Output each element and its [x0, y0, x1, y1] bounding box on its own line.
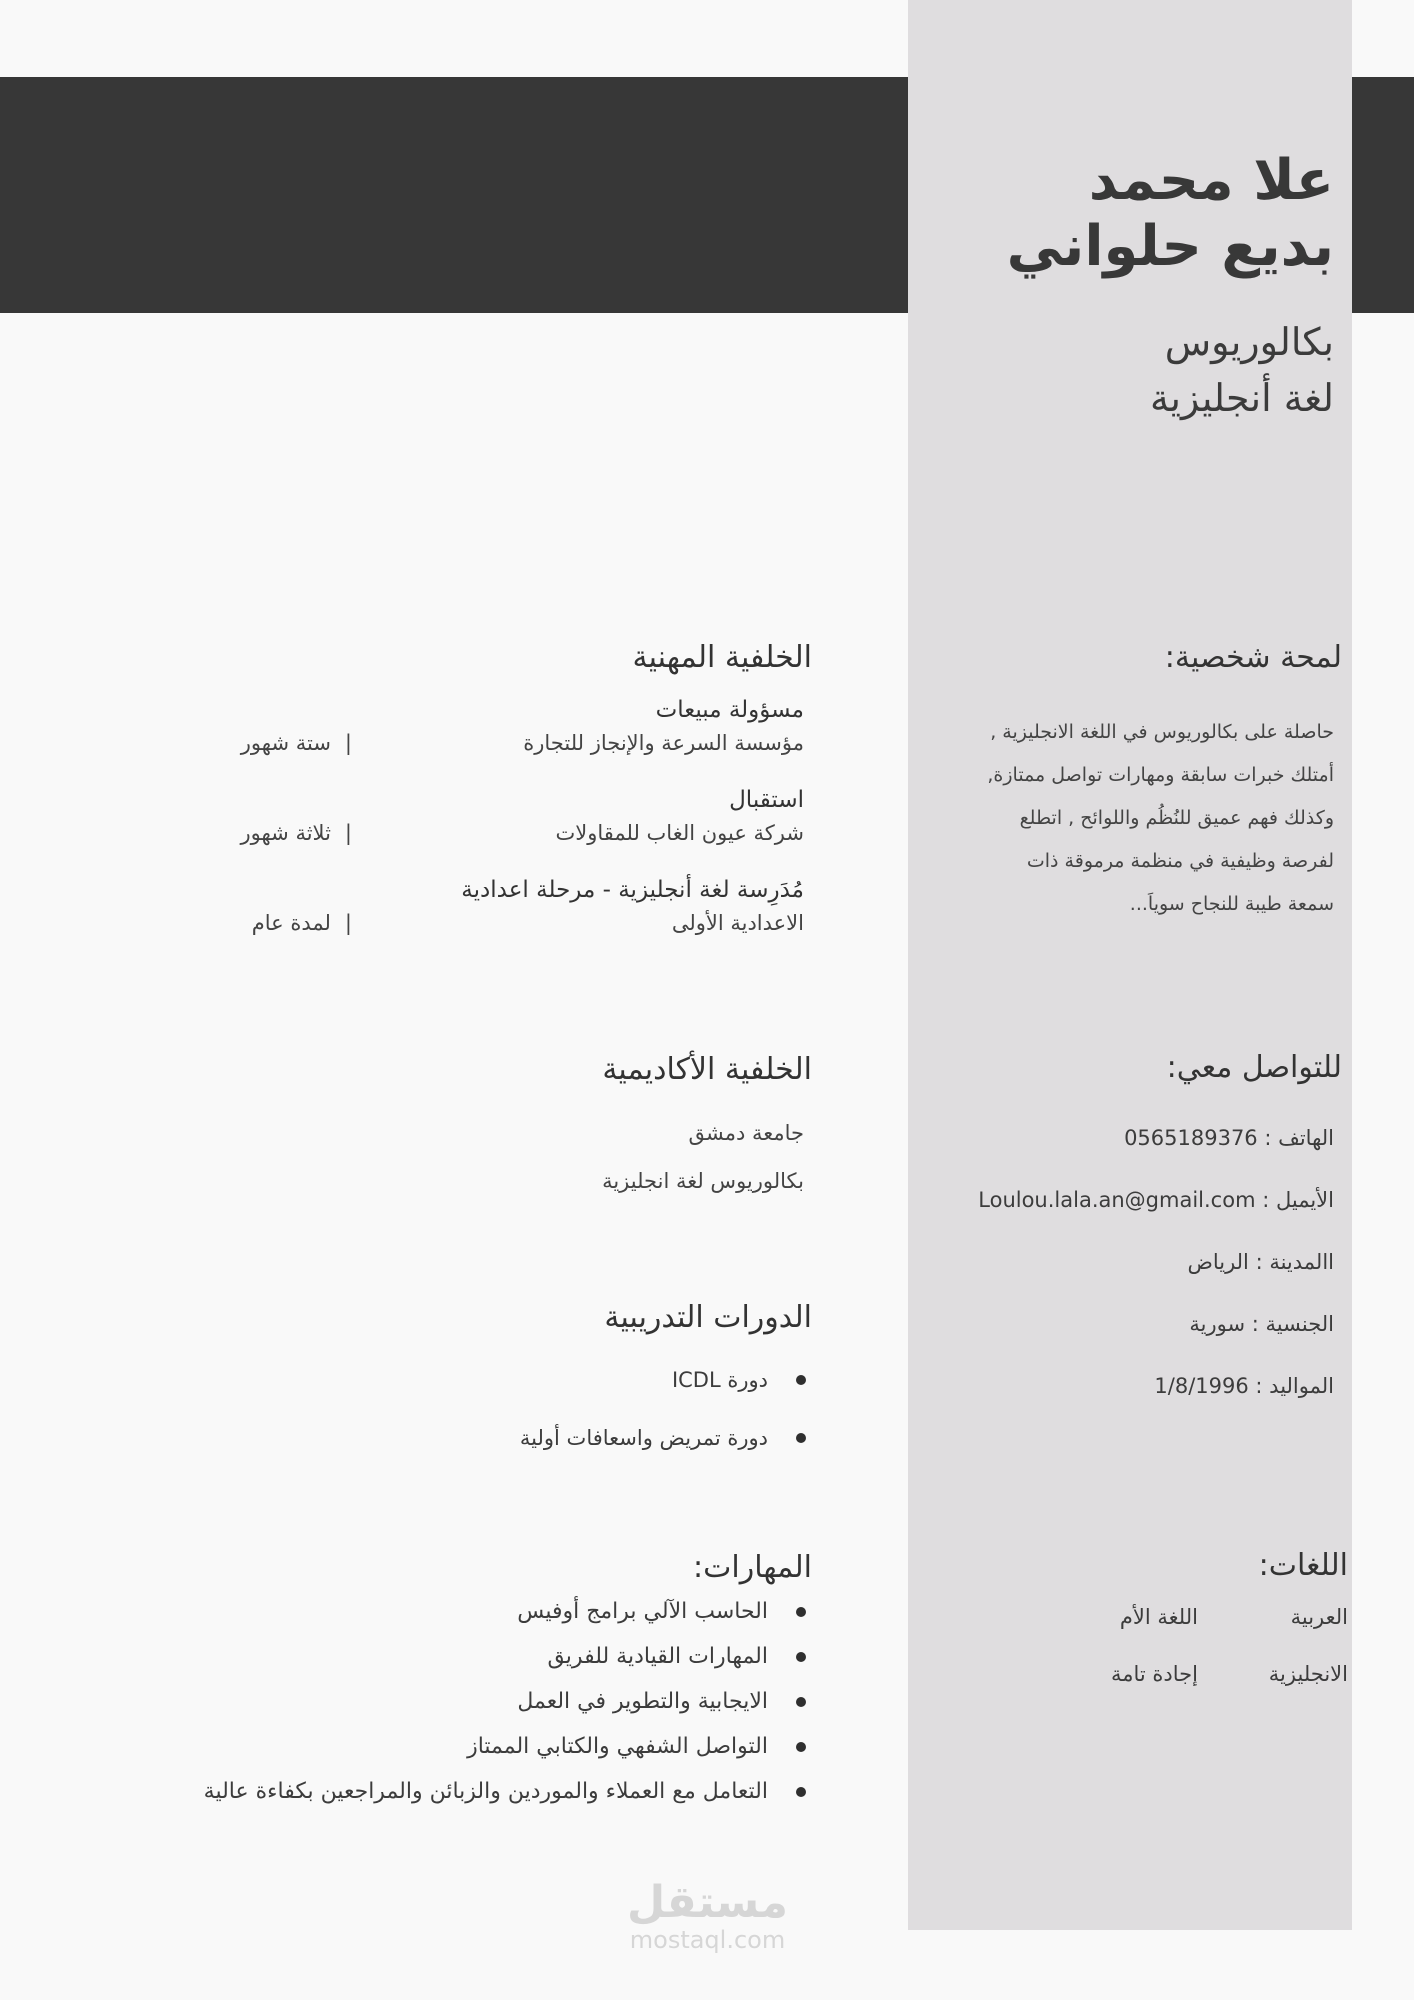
job-title: مسؤولة مبيعات — [655, 697, 804, 723]
skills-heading: المهارات: — [693, 1550, 812, 1585]
contact-email — [922, 1169, 1342, 1231]
duration-text: لمدة عام — [251, 911, 331, 935]
about-line: لفرصة وظيفية في منظمة مرموقة ذات — [1026, 850, 1334, 872]
about-line: سمعة طيبة للنجاح سوياَ... — [1129, 893, 1334, 915]
contact-city — [922, 1231, 1342, 1293]
university-name: جامعة دمشق — [688, 1121, 804, 1145]
nationality-value: سورية — [1189, 1312, 1246, 1336]
academic-degree: بكالوريوس لغة انجليزية — [602, 1169, 804, 1193]
separator: | — [344, 821, 352, 845]
mostaql-watermark — [620, 1877, 795, 1954]
skill-text: التواصل الشفهي والكتابي الممتاز — [467, 1734, 768, 1759]
list-item — [92, 1769, 812, 1814]
job-organization: الاعدادية الأولى — [671, 911, 804, 935]
work-experience-section — [92, 640, 812, 963]
birthdate-value: 1/8/1996 — [1154, 1374, 1249, 1398]
languages-section — [928, 1548, 1348, 1703]
about-text — [922, 711, 1342, 926]
job-organization: مؤسسة السرعة والإنجاز للتجارة — [523, 731, 804, 755]
courses-heading: الدورات التدريبية — [604, 1300, 812, 1335]
candidate-degree — [894, 314, 1334, 426]
job-organization: شركة عيون الغاب للمقاولات — [555, 821, 804, 845]
contact-birthdate — [922, 1355, 1342, 1417]
name-line-2: بديع حلواني — [1006, 214, 1334, 279]
skill-text: الحاسب الآلي برامج أوفيس — [517, 1599, 768, 1624]
about-heading: لمحة شخصية: — [1164, 640, 1342, 675]
language-level: إجادة تامة — [1111, 1662, 1198, 1686]
contact-label: الجنسية : — [1245, 1312, 1334, 1336]
email-link[interactable]: Loulou.lala.an@gmail.com — [978, 1188, 1256, 1212]
academic-section — [92, 1052, 812, 1205]
contact-label: االمدينة : — [1248, 1250, 1334, 1274]
list-item — [92, 1679, 812, 1724]
job-title: مُدَرِسة لغة أنجليزية - مرحلة اعدادية — [461, 877, 804, 903]
watermark-logo-latin: mostaql.com — [629, 1926, 786, 1954]
bullet-icon — [796, 1433, 806, 1443]
candidate-name — [894, 148, 1334, 280]
language-name: الانجليزية — [1268, 1662, 1348, 1686]
bullet-icon — [796, 1787, 806, 1797]
separator: | — [344, 731, 352, 755]
duration-text: ستة شهور — [240, 731, 331, 755]
about-line: حاصلة على بكالوريوس في اللغة الانجليزية , — [990, 721, 1334, 743]
list-item — [92, 1634, 812, 1679]
academic-heading: الخلفية الأكاديمية — [602, 1052, 812, 1087]
job-duration — [92, 907, 352, 939]
about-line: أمتلك خبرات سابقة ومهارات تواصل ممتازة, — [987, 764, 1334, 786]
contact-label: الأيميل : — [1255, 1188, 1334, 1212]
job-duration — [92, 727, 352, 759]
courses-list — [92, 1351, 812, 1467]
bullet-icon — [796, 1375, 806, 1385]
course-text: دورة ICDL — [671, 1368, 768, 1392]
name-line-1: علا محمد — [1088, 148, 1334, 213]
contact-nationality — [922, 1293, 1342, 1355]
skill-text: المهارات القيادية للفريق — [547, 1644, 768, 1669]
contact-label: المواليد : — [1248, 1374, 1334, 1398]
duration-text: ثلاثة شهور — [240, 821, 331, 845]
bullet-icon — [796, 1652, 806, 1662]
separator: | — [344, 911, 352, 935]
skills-list — [92, 1589, 812, 1814]
job-title: استقبال — [729, 787, 804, 813]
course-text: دورة تمريض واسعافات أولية — [519, 1426, 768, 1450]
contact-heading: للتواصل معي: — [1166, 1050, 1342, 1085]
languages-heading: اللغات: — [1258, 1548, 1348, 1583]
skill-text: التعامل مع العملاء والموردين والزبائن والمراجعين بكفاءة عالية — [203, 1779, 768, 1804]
contact-label: الهاتف : — [1257, 1126, 1334, 1150]
phone-value: 0565189376 — [1124, 1126, 1258, 1150]
list-item — [92, 1351, 812, 1409]
bullet-icon — [796, 1742, 806, 1752]
job-entry — [92, 783, 812, 849]
job-entry — [92, 873, 812, 939]
work-heading: الخلفية المهنية — [632, 640, 812, 675]
about-section — [922, 640, 1342, 926]
job-duration — [92, 817, 352, 849]
job-entry — [92, 693, 812, 759]
degree-line-1: بكالوريوس — [1164, 320, 1334, 364]
bullet-icon — [796, 1607, 806, 1617]
about-line: وكذلك فهم عميق للنُظُم واللوائح , اتطلع — [1019, 807, 1334, 829]
city-value: الرياض — [1187, 1250, 1249, 1274]
list-item — [92, 1724, 812, 1769]
courses-section — [92, 1300, 812, 1467]
skill-text: الايجابية والتطوير في العمل — [517, 1689, 768, 1714]
language-row — [928, 1589, 1348, 1646]
bullet-icon — [796, 1697, 806, 1707]
language-name: العربية — [1290, 1605, 1348, 1629]
skills-section — [92, 1550, 812, 1814]
language-row — [928, 1646, 1348, 1703]
language-level: اللغة الأم — [1119, 1605, 1198, 1629]
degree-line-2: لغة أنجليزية — [1150, 376, 1334, 420]
contact-section — [922, 1050, 1342, 1417]
watermark-logo-arabic: مستقل — [627, 1877, 788, 1928]
list-item — [92, 1589, 812, 1634]
list-item — [92, 1409, 812, 1467]
contact-phone — [922, 1107, 1342, 1169]
